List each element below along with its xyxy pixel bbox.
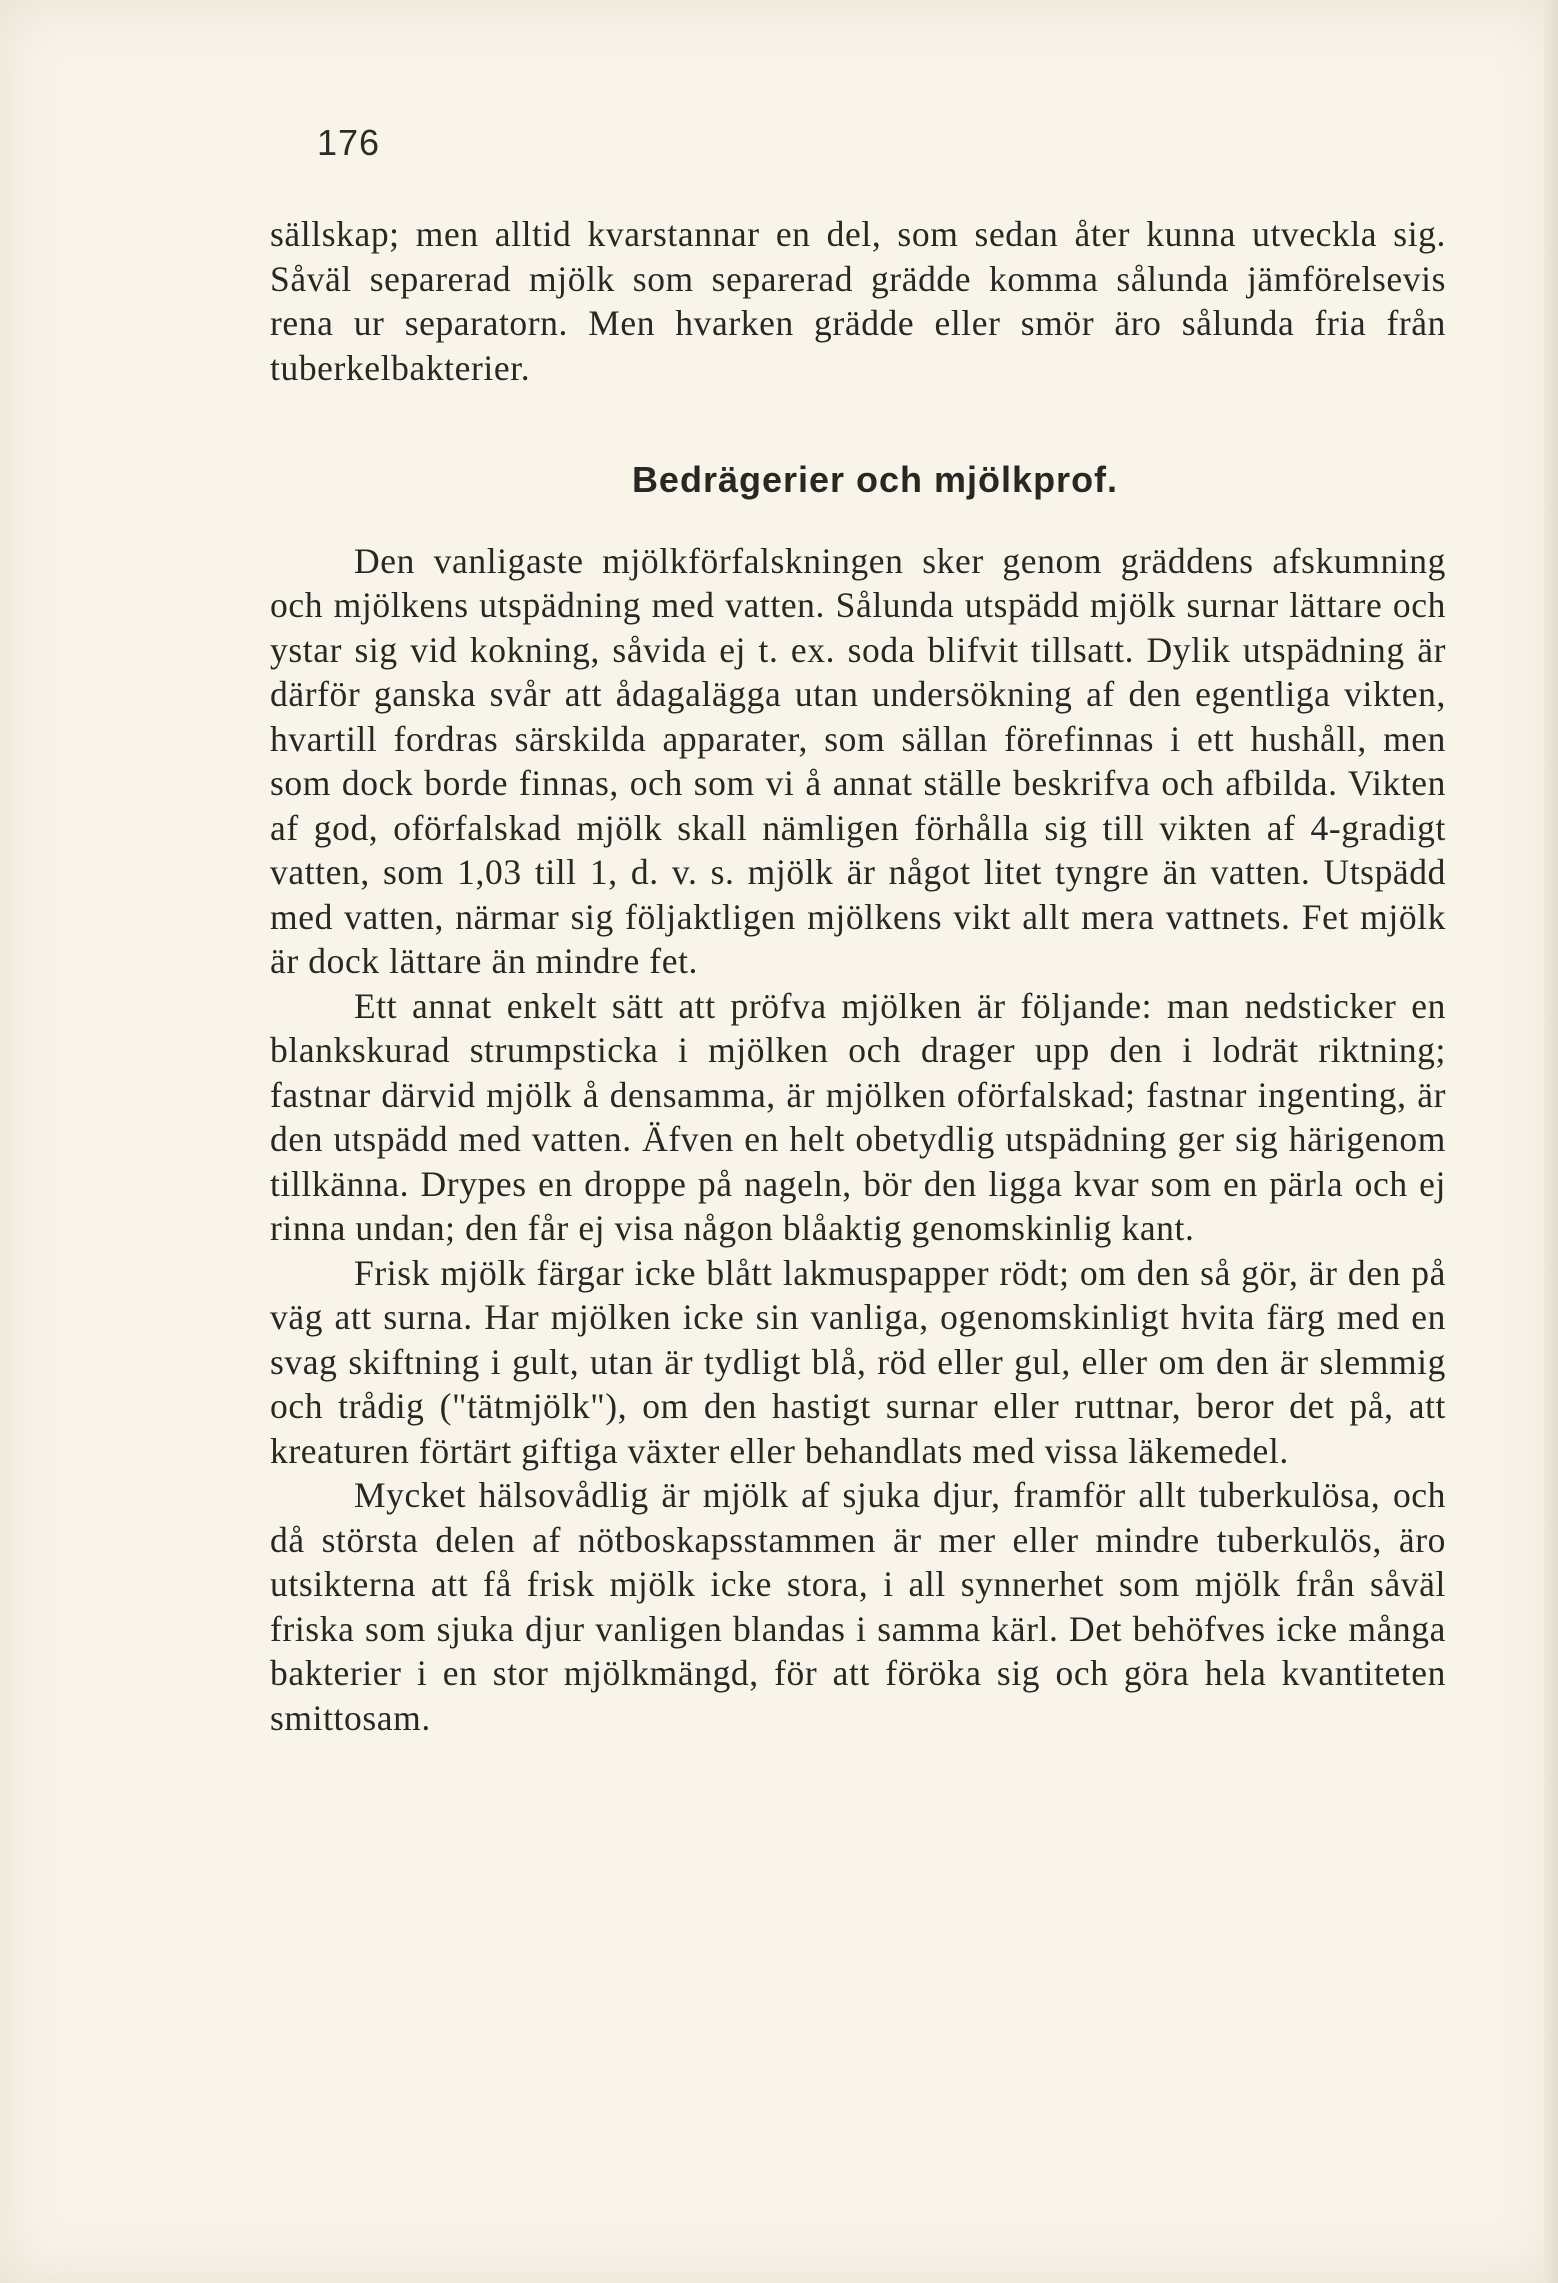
- paragraph-adulteration: Den vanligaste mjölkförfalskningen sker genom gräddens afskumning och mjölkens utspädning med vatten. Sålunda utspädd mjölk surnar lättare och ystar sig vid kokning, såvida ej t. ex. soda blifvit tillsatt. Dylik utspädning är därför ganska svår att ådagalägga utan undersökning af den egentliga vikten, hvartill fordras särskilda apparater, som sällan förefinnas i ett hushåll, men som dock borde finnas, och som vi å annat ställe beskrifva och afbilda. Vikten af god, oförfalskad mjölk skall nämligen förhålla sig till vikten af 4-gradigt vatten, som 1,03 till 1, d. v. s. mjölk är något litet tyngre än vatten. Utspädd med vatten, närmar sig följaktligen mjölkens vikt allt mera vattnets. Fet mjölk är dock lättare än mindre fet.: [270, 540, 1446, 981]
- page-number: 176: [317, 122, 381, 163]
- section-heading: Bedrägerier och mjölkprof.: [631, 459, 1119, 500]
- paragraph-litmus-test: Frisk mjölk färgar icke blått lakmuspapper rödt; om den så gör, är den på väg att surna. Har mjölken icke sin vanliga, ogenomskinligt hvita färg med en svag skiftning i gult, utan är tydligt blå, röd eller gul, eller om den är slemmig och trådig ("tätmjölk"), om den hastigt surnar eller ruttnar, beror det på, att kreaturen förtärt giftiga växter eller behandlats med vissa läkemedel.: [270, 1252, 1446, 1471]
- paragraph-sick-animals: Mycket hälsovådlig är mjölk af sjuka djur, framför allt tuberkulösa, och då största delen af nötboskapsstammen är mer eller mindre tuberkulös, äro utsikterna att få frisk mjölk icke stora, i all synnerhet som mjölk från såväl friska som sjuka djur vanligen blandas i samma kärl. Det behöfves icke många bakterier i en stor mjölkmängd, för att föröka sig och göra hela kvantiteten smittosam.: [270, 1475, 1446, 1738]
- page-text: [270, 212, 1446, 1740]
- page-edge: [1544, 0, 1558, 2283]
- paragraph-continuation: sällskap; men alltid kvarstannar en del, som sedan åter kunna utveckla sig. Såväl separerad mjölk som separerad grädde komma sålunda jämförelsevis rena ur separatorn. Men hvarken grädde eller smör äro sålunda fria från tuberkelbakterier.: [270, 214, 1446, 388]
- paragraph-knitting-needle-test: Ett annat enkelt sätt att pröfva mjölken är följande: man nedsticker en blankskurad strumpsticka i mjölken och drager upp den i lodrät riktning; fastnar därvid mjölk å densamma, är mjölken oförfalskad; fastnar ingenting, är den utspädd med vatten. Äfven en helt obetydlig utspädning ger sig härigenom tillkänna. Drypes en droppe på nageln, bör den ligga kvar som en pärla och ej rinna undan; den får ej visa någon blåaktig genomskinlig kant.: [270, 985, 1446, 1248]
